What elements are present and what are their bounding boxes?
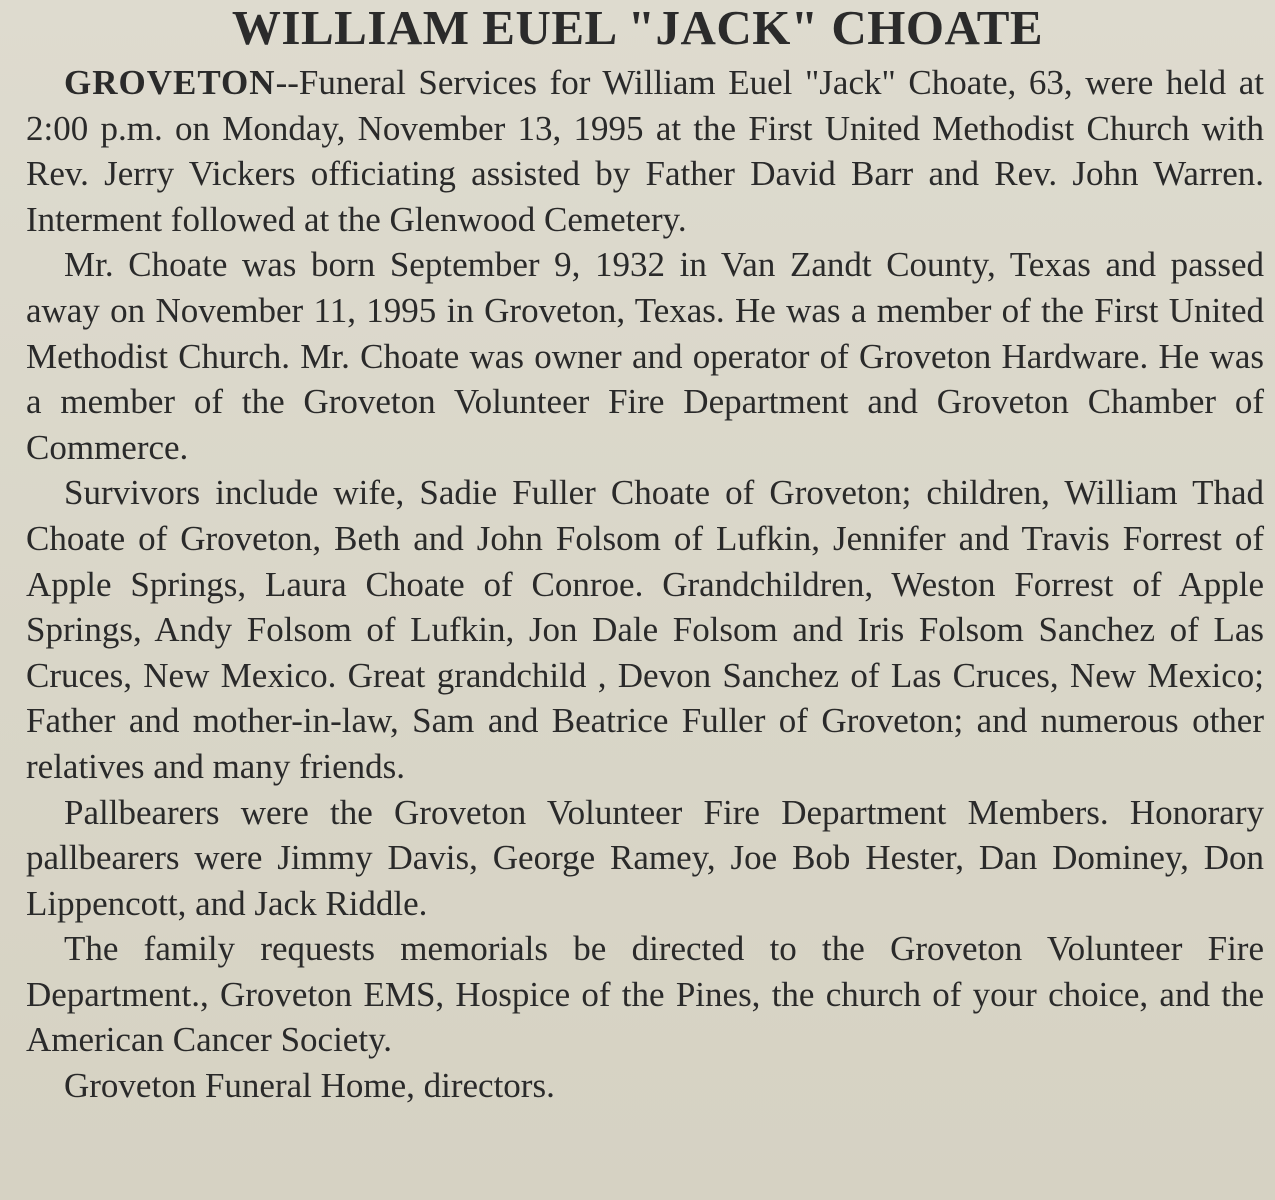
obituary-headline: WILLIAM EUEL "JACK" CHOATE [231,0,1044,55]
dateline: GROVETON [64,63,276,102]
funeral-services-text: --Funeral Services for William Euel "Jack" Choate, 63, were held at 2:00 p.m. on Monday, November 13, 1995 at the First United Methodist Church with Rev. Jerry Vickers officiating assisted by Father David Barr and Rev. John Warren. Interment followed at the Glenwood Cemetery. [26,63,1264,239]
pallbearers-paragraph: Pallbearers were the Groveton Volunteer Fire Department Members. Honorary pallbearers were Jimmy Davis, George Ramey, Joe Bob Hester, Dan Dominey, Don Lippencott, and Jack Riddle. [26,792,1264,923]
memorials-paragraph: The family requests memorials be directed to the Groveton Volunteer Fire Department., Groveton EMS, Hospice of the Pines, the church of your choice, and the American Cancer Society. [26,929,1264,1060]
obituary-body [26,60,1264,1109]
survivors-paragraph: Survivors include wife, Sadie Fuller Choate of Groveton; children, William Thad Choate of Groveton, Beth and John Folsom of Lufkin, Jennifer and Travis Forrest of Apple Springs, Laura Choate of Conroe. Grandchildren, Weston Forrest of Apple Springs, Andy Folsom of Lufkin, Jon Dale Folsom and Iris Folsom Sanchez of Las Cruces, New Mexico. Great grandchild , Devon Sanchez of Las Cruces, New Mexico; Father and mother-in-law, Sam and Beatrice Fuller of Groveton; and numerous other relatives and many friends. [26,473,1264,786]
funeral-home-paragraph: Groveton Funeral Home, directors. [64,1066,555,1106]
biography-paragraph: Mr. Choate was born September 9, 1932 in Van Zandt County, Texas and passed away on November 11, 1995 in Groveton, Texas. He was a member of the First United Methodist Church. Mr. Choate was owner and operator of Groveton Hardware. He was a member of the Groveton Volunteer Fire Department and Groveton Chamber of Commerce. [26,245,1264,467]
funeral-services-paragraph [26,60,1264,242]
